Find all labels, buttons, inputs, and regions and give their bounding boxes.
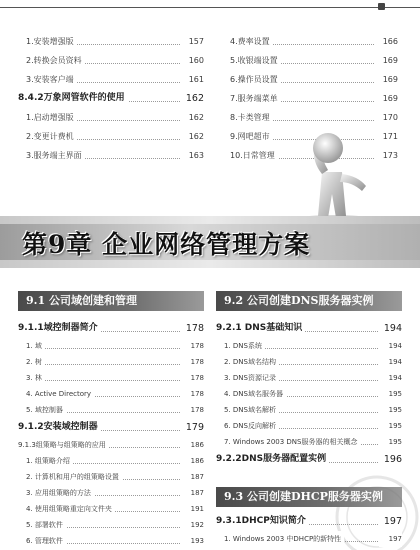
toc-entry[interactable]: 7.服务端菜单 169	[230, 89, 398, 108]
toc-entry[interactable]: 1. Windows 2003 中DHCP的新特性 197	[216, 531, 402, 547]
toc-entry[interactable]: 2. DNS域名结构 194	[216, 354, 402, 370]
toc-section-entry[interactable]: 9.2.1 DNS基础知识 194	[216, 319, 402, 338]
toc-entry[interactable]: 1. DNS系统 194	[216, 338, 402, 354]
toc-entry[interactable]: 10.日常管理 173	[230, 146, 398, 165]
toc-entry[interactable]: 4. 使用组策略重定向文件夹 191	[18, 501, 204, 517]
toc-entry[interactable]: 1. 组策略介绍 186	[18, 453, 204, 469]
toc-entry[interactable]: 1. 域 178	[18, 338, 204, 354]
toc-entry[interactable]: 1.启动增强版 162	[26, 108, 204, 127]
toc-top-left-2	[26, 108, 204, 165]
toc-section-entry[interactable]: 9.2.2DNS服务器配置实例 196	[216, 450, 402, 469]
toc-entry[interactable]: 5.收银端设置 169	[230, 51, 398, 70]
toc-section-entry[interactable]: 9.1.2安装域控制器 179	[18, 418, 204, 437]
toc-entry[interactable]: 6. DNS反向解析 195	[216, 418, 402, 434]
chapter-banner	[0, 216, 420, 268]
section-header-9-1: 9.1 公司域创建和管理	[18, 291, 204, 311]
toc-entry[interactable]: 1.安装增强版 157	[26, 32, 204, 51]
toc-entry[interactable]: 6.操作员设置 169	[230, 70, 398, 89]
toc-right-lower	[216, 319, 402, 469]
toc-entry[interactable]: 3. 林 178	[18, 370, 204, 386]
toc-entry[interactable]: 7. Windows 2003 DNS服务器的相关概念 195	[216, 434, 402, 450]
toc-entry[interactable]: 2.变更计费机 162	[26, 127, 204, 146]
toc-entry[interactable]: 3. 应用组策略的方法 187	[18, 485, 204, 501]
toc-top-left	[26, 32, 204, 89]
toc-entry[interactable]: 8.卡类管理 170	[230, 108, 398, 127]
chapter-title: 第9章 企业网络管理方案	[22, 230, 311, 259]
toc-section-entry[interactable]: 9.3.1DHCP知识简介 197	[216, 512, 402, 531]
toc-entry[interactable]: 4. Active Directory 178	[18, 386, 204, 402]
toc-section-entry[interactable]: 9.1.1域控制器简介 178	[18, 319, 204, 338]
toc-entry[interactable]: 6. 管理软件 193	[18, 533, 204, 549]
toc-entry[interactable]: 4. DNS域名服务器 195	[216, 386, 402, 402]
top-rule	[0, 7, 420, 8]
toc-entry[interactable]: 4.费率设置 166	[230, 32, 398, 51]
toc-entry[interactable]: 5. 部署软件 192	[18, 517, 204, 533]
toc-left-lower	[18, 319, 204, 549]
toc-subsection-entry[interactable]: 9.1.3组策略与组策略的应用 186	[18, 437, 204, 453]
section-header-9-3: 9.3 公司创建DHCP服务器实例	[216, 487, 402, 507]
toc-entry[interactable]: 9.网吧超市 171	[230, 127, 398, 146]
corner-mark	[378, 3, 385, 10]
toc-section-entry[interactable]: 8.4.2万象网管软件的使用 162	[18, 89, 204, 108]
toc-entry[interactable]: 5. DNS域名解析 195	[216, 402, 402, 418]
toc-top-left-section	[18, 89, 204, 108]
toc-entry[interactable]: 3.服务端主界面 163	[26, 146, 204, 165]
toc-entry[interactable]: 2.转换会员资料 160	[26, 51, 204, 70]
toc-entry[interactable]: 2. 计算机和用户的组策略设置 187	[18, 469, 204, 485]
toc-entry[interactable]: 2. 树 178	[18, 354, 204, 370]
toc-entry[interactable]: 5. 域控制器 178	[18, 402, 204, 418]
toc-entry[interactable]: 3.安装客户端 161	[26, 70, 204, 89]
section-header-9-2: 9.2 公司创建DNS服务器实例	[216, 291, 402, 311]
toc-entry[interactable]: 3. DNS资源记录 194	[216, 370, 402, 386]
